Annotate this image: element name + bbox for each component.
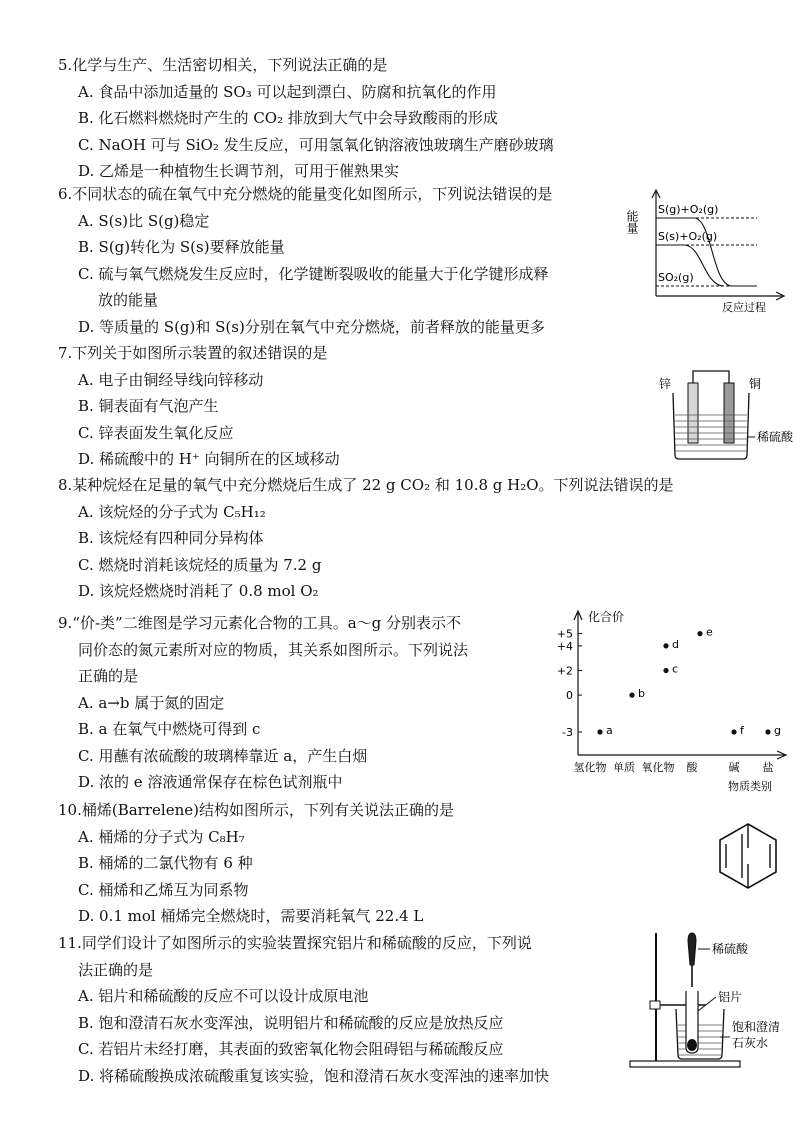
question-7-stem: 7.下列关于如图所示装置的叙述错误的是 (58, 344, 328, 362)
galvanic-cell-diagram (655, 365, 794, 465)
question-7-option-d: D. 稀硫酸中的 H⁺ 向铜所在的区域移动 (78, 450, 340, 468)
wire (693, 371, 729, 383)
question-11-stem-line-1: 11.同学们设计了如图所示的实验装置探究铝片和稀硫酸的反应，下列说 (58, 934, 532, 952)
question-10-option-c: C. 桶烯和乙烯互为同系物 (78, 880, 249, 899)
question-8-option-a: A. 该烷烃的分子式为 C₅H₁₂ (78, 502, 266, 521)
question-6-option-a: A. S(s)比 S(g)稳定 (78, 211, 210, 230)
acid-label: 稀硫酸 (757, 430, 794, 444)
question-11-option-b: B. 饱和澄清石灰水变浑浊，说明铝片和稀硫酸的反应是放热反应 (78, 1013, 504, 1032)
question-11-option-d: D. 将稀硫酸换成浓硫酸重复该实验，饱和澄清石灰水变浑浊的速率加快 (78, 1066, 550, 1085)
question-9-stem-line-1: 9.“价-类”二维图是学习元素化合物的工具。a～g 分别表示不 (58, 614, 462, 632)
energy-x-label: 反应过程 (722, 301, 766, 314)
question-7-option-a: A. 电子由铜经导线向锌移动 (78, 370, 264, 389)
point-label-a: a (606, 724, 613, 737)
dropper-bulb (688, 933, 696, 965)
point-label-d: d (672, 637, 679, 651)
question-11-stem-line-2: 法正确的是 (78, 960, 154, 979)
question-9-option-d: D. 浓的 e 溶液通常保存在棕色试剂瓶中 (78, 773, 343, 791)
question-6-option-d: D. 等质量的 S(g)和 S(s)分别在氧气中充分燃烧，前者释放的能量更多 (78, 317, 545, 336)
point-g (765, 729, 770, 734)
question-5-option-d: D. 乙烯是一种植物生长调节剂，可用于催熟果实 (78, 162, 400, 180)
limewater-label-2: 石灰水 (732, 1036, 769, 1050)
apparatus-diagram (626, 925, 796, 1075)
question-7-option-c: C. 锌表面发生氧化反应 (78, 423, 234, 442)
energy-y-label: 能量 (625, 210, 639, 234)
question-7 (58, 340, 340, 473)
question-11 (58, 930, 549, 1089)
zinc-label: 锌 (659, 377, 672, 391)
question-6-option-c-continued: 放的能量 (98, 291, 159, 309)
zinc-electrode (688, 383, 698, 443)
question-9-stem-line-3: 正确的是 (78, 667, 139, 685)
x-tick-label: 氧化物 (641, 761, 675, 774)
question-5-option-a: A. 食品中添加适量的 SO₃ 可以起到漂白、防腐和抗氧化的作用 (78, 82, 497, 101)
aluminum-piece (687, 1039, 697, 1051)
question-6-stem: 6.不同状态的硫在氧气中充分燃烧的能量变化如图所示，下列说法错误的是 (58, 185, 553, 203)
copper-label: 铜 (749, 377, 762, 391)
question-6-option-b: B. S(g)转化为 S(s)要释放能量 (78, 238, 285, 256)
question-6-option-c: C. 硫与氧气燃烧发生反应时，化学键断裂吸收的能量大于化学键形成释 (78, 264, 549, 283)
y-tick-label: +5 (556, 627, 573, 641)
limewater (678, 1025, 722, 1055)
question-8-option-b: B. 该烷烃有四种同分异构体 (78, 529, 264, 547)
x-tick-label: 酸 (686, 761, 698, 774)
chart-x-ticks (574, 760, 774, 774)
point-label-e: e (706, 625, 713, 639)
x-tick-label: 单质 (613, 761, 635, 774)
point-label-f: f (740, 724, 744, 737)
x-tick-label: 盐 (762, 761, 774, 774)
question-10-option-b: B. 桶烯的二氯代物有 6 种 (78, 854, 253, 872)
aluminum-pointer (698, 997, 716, 1011)
stand-base (630, 1061, 740, 1067)
point-label-c: c (672, 662, 679, 676)
acid-label: 稀硫酸 (712, 942, 749, 956)
point-f (731, 729, 736, 734)
level-bottom-label: SO₂(g) (658, 271, 694, 284)
level-top-label: S(g)+O₂(g) (658, 203, 719, 216)
energy-diagram (625, 178, 792, 314)
question-10-option-a: A. 桶烯的分子式为 C₈H₇ (78, 827, 245, 846)
point-label-g: g (774, 724, 781, 737)
y-tick-label: -3 (562, 726, 573, 739)
y-tick-label: +2 (556, 664, 573, 678)
question-9 (58, 610, 468, 796)
barrelene-structure (712, 820, 784, 892)
point-c (663, 668, 668, 673)
question-8-option-d: D. 该烷烃燃烧时消耗了 0.8 mol O₂ (78, 582, 319, 600)
y-tick-label: +4 (556, 639, 573, 653)
question-8 (58, 472, 674, 605)
point-label-b: b (638, 687, 645, 701)
question-9-stem-line-2: 同价态的氮元素所对应的物质，其关系如图所示。下列说法 (78, 640, 469, 659)
question-8-stem: 8.某种烷烃在足量的氧气中充分燃烧后生成了 22 g CO₂ 和 10.8 g H₂O。下列说法错误的是 (58, 476, 674, 494)
point-b (629, 693, 634, 698)
question-10-stem: 10.桶烯(Barrelene)结构如图所示，下列有关说法正确的是 (58, 801, 454, 819)
question-11-option-a: A. 铝片和稀硫酸的反应不可以设计成原电池 (78, 987, 369, 1005)
x-tick-label: 氢化物 (573, 761, 607, 774)
beaker (673, 393, 749, 459)
level-mid-label: S(s)+O₂(g) (658, 230, 718, 243)
question-5-option-c: C. NaOH 可与 SiO₂ 发生反应，可用氢氧化钠溶液蚀玻璃生产磨砂玻璃 (78, 135, 554, 154)
question-6 (58, 181, 552, 340)
valence-class-chart (548, 605, 793, 795)
question-5 (58, 52, 554, 185)
chart-points (597, 626, 781, 737)
y-tick-label: 0 (566, 689, 573, 703)
question-5-option-b: B. 化石燃料燃烧时产生的 CO₂ 排放到大气中会导致酸雨的形成 (78, 109, 498, 127)
point-e (697, 631, 702, 636)
copper-electrode (724, 383, 734, 443)
stand-clamp (650, 1001, 660, 1009)
question-9-option-b: B. a 在氧气中燃烧可得到 c (78, 720, 261, 738)
question-5-stem: 5.化学与生产、生活密切相关，下列说法正确的是 (58, 56, 388, 74)
question-9-option-a: A. a→b 属于氮的固定 (78, 693, 225, 712)
question-11-option-c: C. 若铝片未经打磨，其表面的致密氧化物会阻碍铝与稀硫酸反应 (78, 1040, 504, 1058)
chart-x-label: 物质类别 (728, 780, 772, 793)
question-7-option-b: B. 铜表面有气泡产生 (78, 397, 219, 415)
question-10-option-d: D. 0.1 mol 桶烯完全燃烧时，需要消耗氧气 22.4 L (78, 907, 424, 925)
aluminum-label: 铝片 (718, 990, 743, 1004)
point-a (597, 729, 602, 734)
chart-y-label: 化合价 (588, 610, 625, 624)
question-9-option-c: C. 用蘸有浓硫酸的玻璃棒靠近 a，产生白烟 (78, 746, 368, 765)
limewater-label-1: 饱和澄清 (732, 1020, 781, 1034)
acid-solution (675, 415, 747, 451)
x-tick-label: 碱 (728, 761, 740, 774)
beaker (676, 1009, 724, 1059)
question-10 (58, 797, 454, 930)
point-d (663, 643, 668, 648)
question-8-option-c: C. 燃烧时消耗该烷烃的质量为 7.2 g (78, 555, 322, 574)
